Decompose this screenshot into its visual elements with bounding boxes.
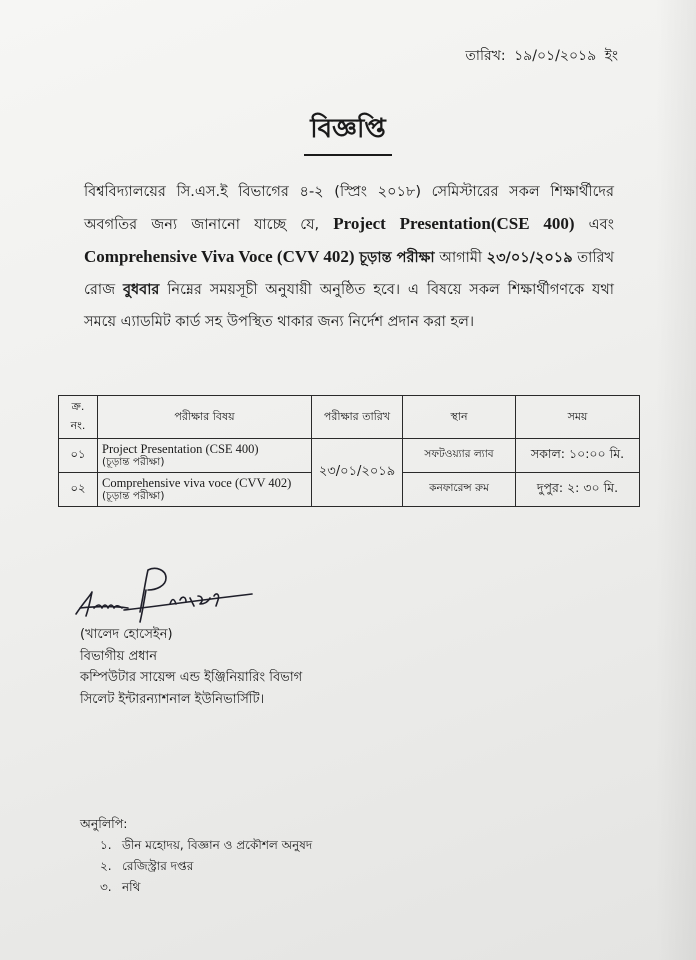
subject-name: Project Presentation (CSE 400) <box>102 442 259 456</box>
row-subject <box>98 439 312 473</box>
list-item <box>100 877 312 898</box>
row-venue: সফটওয়্যার ল্যাব <box>403 439 516 473</box>
header-serial: ক্র. নং. <box>59 396 98 439</box>
row-serial: ০১ <box>59 439 98 473</box>
subject-note: (চূড়ান্ত পরীক্ষা) <box>102 456 165 468</box>
row-time: সকাল: ১০:০০ মি. <box>516 439 640 473</box>
body-part2: আগামী <box>439 250 483 266</box>
exam-day: বুধবার <box>122 282 160 298</box>
course-2-name: Comprehensive Viva Voce (CVV 402) <box>84 247 355 266</box>
signatory-block <box>80 624 302 710</box>
cc-text: রেজিস্ট্রার দপ্তর <box>122 859 194 873</box>
table-row <box>59 439 640 473</box>
row-venue: কনফারেন্স রুম <box>403 473 516 507</box>
notice-date <box>465 44 618 68</box>
subject-name: Comprehensive viva voce (CVV 402) <box>102 476 292 490</box>
exam-date: ২৩/০১/২০১৯ <box>486 250 573 266</box>
body-and: এবং <box>588 217 614 233</box>
row-subject <box>98 473 312 507</box>
exam-schedule-table <box>58 395 640 507</box>
notice-body <box>84 176 614 338</box>
header-time: সময় <box>516 396 640 439</box>
cc-label: অনুলিপি: <box>80 816 128 831</box>
cc-index: ২. <box>100 859 112 873</box>
cc-list <box>100 835 312 898</box>
row-time: দুপুর: ২: ৩০ মি. <box>516 473 640 507</box>
body-part4: নিম্নের সময়সূচী অনুযায়ী অনুষ্ঠিত হবে। এ বিষয়ে সকল শিক্ষার্থীগণকে যথা সময়ে এ্যাডমিট কার্ড সহ উপস্থিত থাকার জন্য নির্দেশ প্রদান করা হল। <box>84 282 615 330</box>
cc-index: ১. <box>100 838 112 852</box>
header-venue: স্থান <box>403 396 516 439</box>
handwritten-signature <box>70 562 260 628</box>
list-item <box>100 835 312 856</box>
row-serial: ০২ <box>59 473 98 507</box>
signatory-department: কম্পিউটার সায়েন্স এন্ড ইঞ্জিনিয়ারিং বিভাগ <box>80 670 303 685</box>
body-part1: বিশ্ববিদ্যালয়ের সি.এস.ই বিভাগের ৪-২ (স্প্রিং ২০১৮) সেমিস্টারের সকল শিক্ষার্থীদের অবগতির জন্য জানানো যাচ্ছে যে, <box>84 184 614 233</box>
exam-date-cell: ২৩/০১/২০১৯ <box>312 439 403 507</box>
table-header-row <box>59 396 640 439</box>
subject-note: (চূড়ান্ত পরীক্ষা) <box>102 490 165 502</box>
header-date: পরীক্ষার তারিখ <box>312 396 403 439</box>
date-label: তারিখ: <box>465 48 506 64</box>
signatory-university: সিলেট ইন্টারন্যাশনাল ইউনিভার্সিটি। <box>80 691 265 707</box>
course-1-name: Project Presentation(CSE 400) <box>333 214 575 233</box>
notice-title-wrap <box>0 108 696 156</box>
notice-title: বিজ্ঞপ্তি <box>304 108 392 156</box>
date-suffix: ইং <box>604 48 618 64</box>
body-part3: তারিখ রোজ <box>84 250 615 298</box>
date-value: ১৯/০১/২০১৯ <box>514 48 597 64</box>
cc-index: ৩. <box>100 880 112 894</box>
signatory-name: (খালেদ হোসেইন) <box>80 627 173 642</box>
cc-text: ডীন মহোদয়, বিজ্ঞান ও প্রকৌশল অনুষদ <box>122 838 313 852</box>
cc-text: নথি <box>122 880 141 894</box>
header-subject: পরীক্ষার বিষয় <box>98 396 312 439</box>
list-item <box>100 856 312 877</box>
exam-label: চূড়ান্ত পরীক্ষা <box>359 250 435 266</box>
signatory-designation: বিভাগীয় প্রধান <box>80 648 157 664</box>
